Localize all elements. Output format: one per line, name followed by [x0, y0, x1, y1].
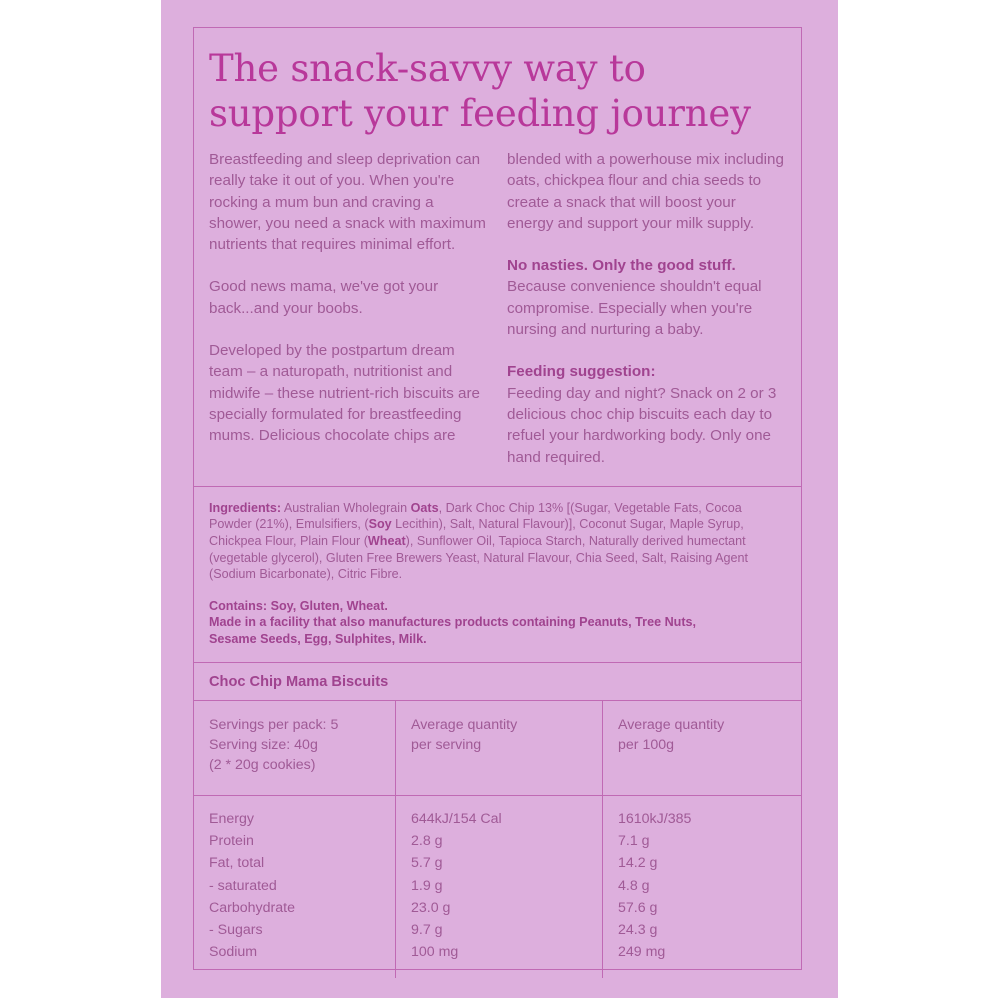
ingredients-part-3: Lecithin), Salt, Natural Flavour)], Coconut Sugar, Maple Syrup, Chickpea Flour, Plain Flour (: [209, 517, 744, 549]
per-serving-line-1: Average quantity: [411, 716, 518, 733]
table-row: - saturated: [209, 877, 277, 894]
copy-column-left: [209, 149, 487, 468]
nutrition-table-body: [194, 796, 801, 978]
table-row: 644kJ/154 Cal: [411, 810, 502, 827]
table-row: 1610kJ/385: [618, 810, 692, 827]
per-100g-values-column: [602, 796, 801, 978]
table-row: 2.8 g: [411, 832, 443, 849]
table-row: 4.8 g: [618, 877, 650, 894]
serving-info-cell: [194, 701, 395, 795]
nutrition-table-header: [194, 701, 801, 796]
copy-column-right: [507, 149, 785, 468]
copy-paragraph: blended with a powerhouse mix including oats, chickpea flour and chia seeds to create a snack that will boost your energy and support your milk supply.: [507, 151, 784, 232]
table-row: Fat, total: [209, 855, 265, 872]
table-row: 7.1 g: [618, 832, 650, 849]
table-row: - Sugars: [209, 922, 263, 939]
ingredients-list: [209, 500, 787, 583]
feeding-suggestion-heading: Feeding suggestion:: [507, 363, 656, 381]
copy-paragraph: Breastfeeding and sleep deprivation can really take it out of you. When you're rocking a mum bun and craving a shower, you need a snack with maximum nutrients that requires minimal effort.: [209, 151, 486, 254]
no-nasties-body: Because convenience shouldn't equal compromise. Especially when you're nursing and nurturing a baby.: [507, 278, 762, 339]
copy-paragraph: Developed by the postpartum dream team – a naturopath, nutritionist and midwife – these nutrient-rich biscuits are specially formulated for breastfeeding mums. Delicious chocolate chips are: [209, 342, 480, 445]
table-row: 57.6 g: [618, 899, 658, 916]
feeding-suggestion-block: [507, 361, 785, 467]
table-row: 24.3 g: [618, 922, 658, 939]
table-row: Energy: [209, 810, 254, 827]
bordered-content-card: [193, 27, 802, 970]
ingredients-part-4: ), Sunflower Oil, Tapioca Starch, Naturally derived humectant (vegetable glycerol), Gluten Free Brewers Yeast, Natural Flavour, Chia Seed, Salt, Raising Agent (Sodium Bicarbonate), Citric Fibre.: [209, 534, 749, 582]
ingredients-part-2: , Dark Choc Chip 13% [(Sugar, Vegetable Fats, Cocoa Powder (21%), Emulsifiers, (: [209, 500, 742, 532]
allergen-oats: Oats: [410, 500, 439, 515]
product-info-panel: [161, 0, 838, 998]
allergen-wheat: Wheat: [367, 534, 406, 549]
table-row: 1.9 g: [411, 877, 443, 894]
column-header-per-100g: [602, 701, 801, 795]
per-100g-line-1: Average quantity: [618, 716, 725, 733]
table-row: Protein: [209, 832, 254, 849]
contains-line: Contains: Soy, Gluten, Wheat.: [209, 598, 388, 613]
page-title: [194, 28, 801, 136]
copy-paragraph: Good news mama, we've got your back...and your boobs.: [209, 278, 439, 317]
per-100g-line-2: per 100g: [618, 736, 675, 753]
table-row: Carbohydrate: [209, 899, 295, 916]
ingredients-part-1: Australian Wholegrain: [281, 500, 411, 515]
headline-line-1: The snack-savvy way to: [209, 47, 646, 90]
marketing-copy: [194, 136, 801, 468]
servings-per-pack: Servings per pack: 5: [209, 716, 339, 733]
table-row: 23.0 g: [411, 899, 451, 916]
contains-line: Sesame Seeds, Egg, Sulphites, Milk.: [209, 632, 427, 647]
nutrition-panel-title: Choc Chip Mama Biscuits: [209, 673, 389, 690]
table-row: 14.2 g: [618, 855, 658, 872]
ingredients-label: Ingredients:: [209, 500, 282, 515]
allergen-soy: Soy: [368, 517, 392, 532]
table-row: 5.7 g: [411, 855, 443, 872]
headline-line-2: support your feeding journey: [209, 92, 751, 135]
table-row: Sodium: [209, 944, 258, 961]
serving-size: Serving size: 40g: [209, 736, 318, 753]
per-serving-line-2: per serving: [411, 736, 482, 753]
feeding-suggestion-body: Feeding day and night? Snack on 2 or 3 delicious choc chip biscuits each day to refuel your hardworking body. Only one hand required.: [507, 384, 777, 466]
contains-line: Made in a facility that also manufactures products containing Peanuts, Tree Nuts,: [209, 615, 697, 630]
allergen-warning: [209, 598, 787, 648]
no-nasties-heading: No nasties. Only the good stuff.: [507, 257, 736, 275]
table-row: 9.7 g: [411, 922, 443, 939]
nutrition-table: [194, 701, 801, 978]
table-row: 100 mg: [411, 944, 459, 961]
no-nasties-block: [507, 255, 785, 340]
serving-detail: (2 * 20g cookies): [209, 756, 316, 773]
nutrient-name-column: [194, 796, 395, 978]
column-header-per-serving: [395, 701, 602, 795]
ingredients-section: [194, 487, 801, 662]
per-serving-values-column: [395, 796, 602, 978]
table-row: 249 mg: [618, 944, 666, 961]
